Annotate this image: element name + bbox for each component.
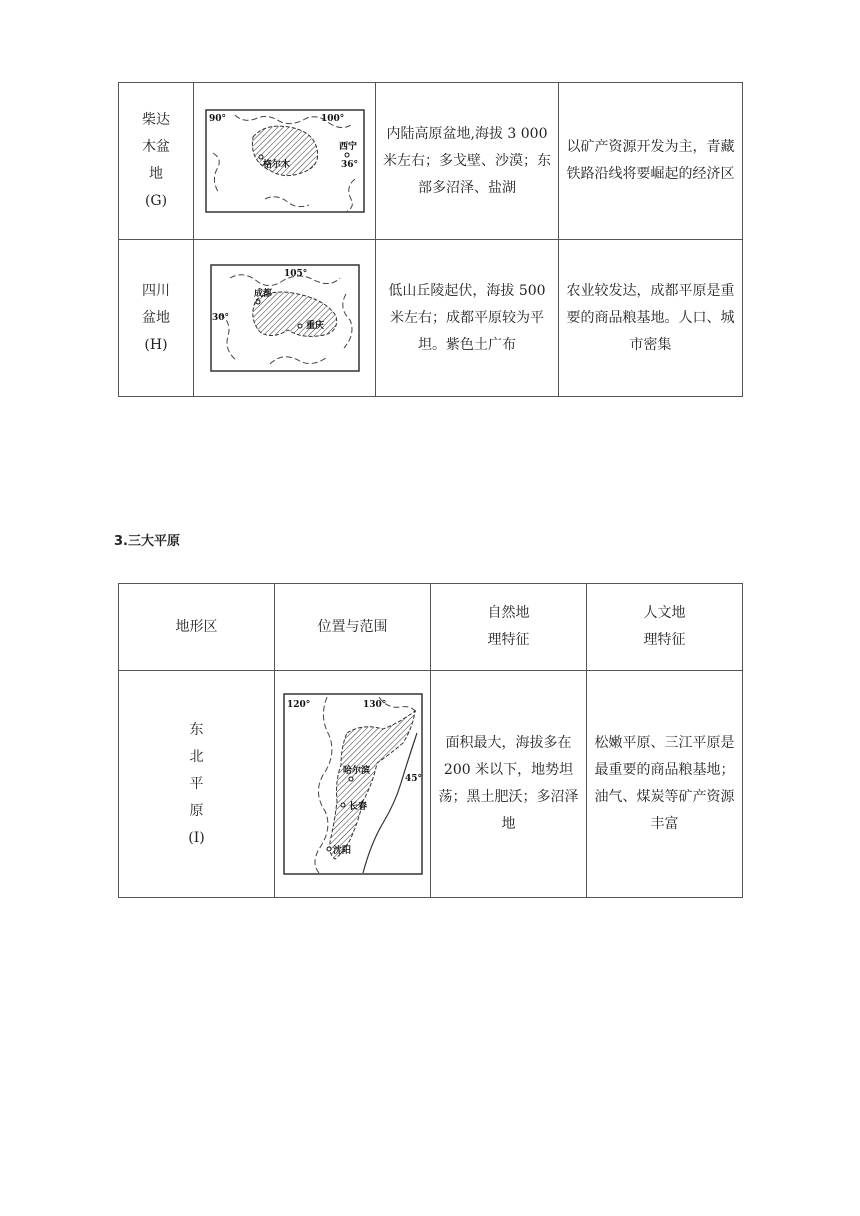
section-heading: 3.三大平原 xyxy=(114,534,180,549)
qaidam-basin-map xyxy=(205,109,365,213)
table-row xyxy=(119,240,743,397)
terrain-name-cell xyxy=(119,240,194,397)
map-cell xyxy=(194,240,376,397)
terrain-name-cell xyxy=(119,83,194,240)
table-row xyxy=(119,83,743,240)
plain-table xyxy=(118,583,743,898)
natural-feature-text: 低山丘陵起伏，海拔 500 米左右；成都平原较为平坦。紫色土广布 xyxy=(388,282,546,353)
map-label: 105° xyxy=(283,269,307,279)
map-label: 130° xyxy=(362,700,386,710)
human-feature-text: 松嫩平原、三江平原是最重要的商品粮基地；油气、煤炭等矿产资源丰富 xyxy=(594,735,735,832)
terrain-name: 东 北 平 原 (I) xyxy=(188,721,205,846)
map-label: 36° xyxy=(340,160,358,170)
map-label: 西宁 xyxy=(338,142,357,152)
map-label: 长春 xyxy=(348,802,367,812)
basin-table xyxy=(118,82,743,397)
human-feature-cell xyxy=(587,671,743,898)
map-label: 30° xyxy=(211,313,229,323)
terrain-name: 柴达 木盆 地 (G) xyxy=(142,112,170,209)
table-header-row xyxy=(119,584,743,671)
map-label: 沈阳 xyxy=(332,846,351,856)
northeast-plain-map xyxy=(283,693,423,875)
map-label: 成都 xyxy=(253,289,272,299)
natural-feature-cell xyxy=(376,83,559,240)
human-feature-cell xyxy=(559,240,743,397)
map-label: 120° xyxy=(286,700,310,710)
human-feature-cell xyxy=(559,83,743,240)
human-feature-text: 农业较发达，成都平原是重要的商品粮基地。人口、城市密集 xyxy=(566,282,735,353)
header-human: 人文地 理特征 xyxy=(587,584,743,671)
map-cell xyxy=(194,83,376,240)
human-feature-text: 以矿产资源开发为主，青藏铁路沿线将要崛起的经济区 xyxy=(566,139,735,182)
terrain-name-cell xyxy=(119,671,275,898)
map-label: 45° xyxy=(404,774,422,784)
sichuan-basin-map xyxy=(210,264,360,372)
natural-feature-cell xyxy=(431,671,587,898)
header-location: 位置与范围 xyxy=(275,584,431,671)
map-label: 重庆 xyxy=(305,321,324,331)
header-natural: 自然地 理特征 xyxy=(431,584,587,671)
header-terrain: 地形区 xyxy=(119,584,275,671)
natural-feature-text: 内陆高原盆地,海拔 3 000 米左右；多戈壁、沙漠；东部多沼泽、盐湖 xyxy=(383,125,551,196)
table-row xyxy=(119,671,743,898)
map-label: 格尔木 xyxy=(262,160,290,170)
map-cell xyxy=(275,671,431,898)
map-label: 哈尔滨 xyxy=(342,766,370,776)
natural-feature-cell xyxy=(376,240,559,397)
map-label: 90° xyxy=(208,114,226,124)
natural-feature-text: 面积最大，海拔多在 200 米以下，地势坦荡；黑土肥沃；多沼泽地 xyxy=(438,735,579,832)
map-label: 100° xyxy=(320,114,344,124)
terrain-name: 四川 盆地 (H) xyxy=(142,282,170,353)
